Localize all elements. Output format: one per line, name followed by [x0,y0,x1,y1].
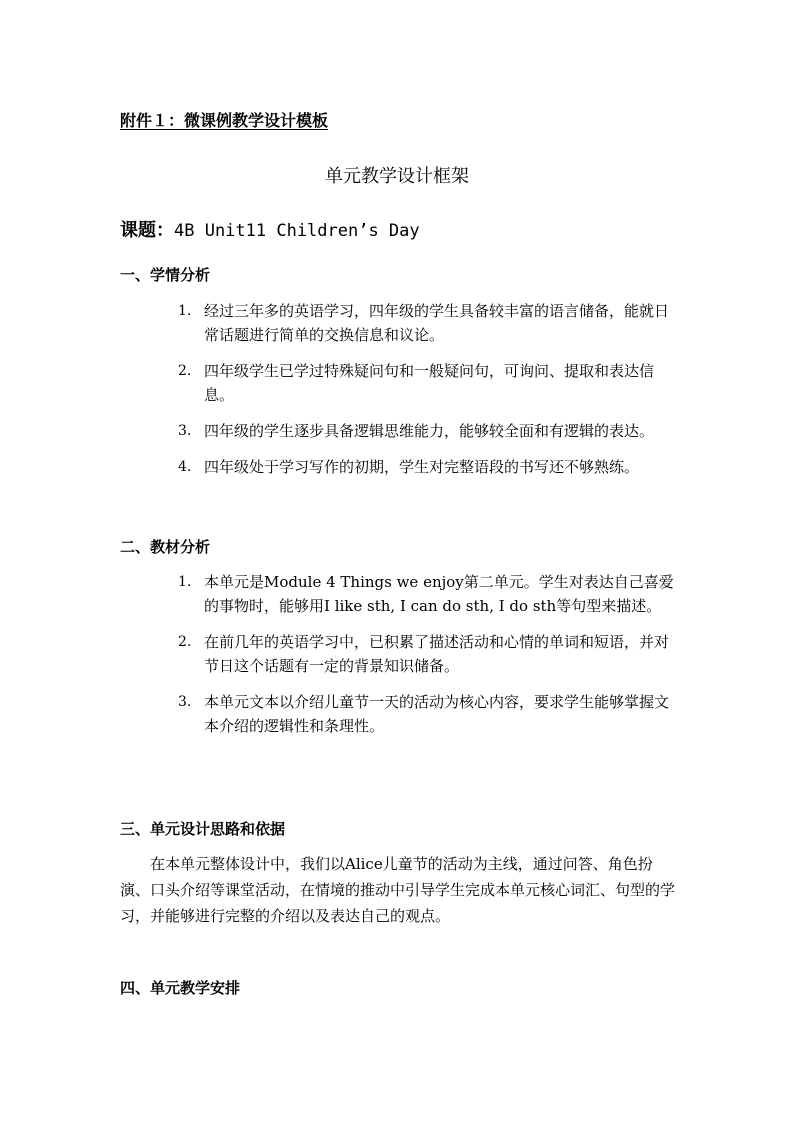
list-text: 本单元文本以介绍儿童节一天的活动为核心内容，要求学生能够掌握文本介绍的逻辑性和条理性。 [204,693,670,735]
list-number: 3. [178,423,192,439]
list-text: 四年级学生已学过特殊疑问句和一般疑问句，可询问、提取和表达信息。 [204,362,655,404]
list-text: 经过三年多的英语学习，四年级的学生具备较丰富的语言储备，能就日常话题进行简单的交换信息和议论。 [204,302,670,344]
list-number: 2. [178,363,192,379]
list-text: 四年级的学生逐步具备逻辑思维能力，能够较全面和有逻辑的表达。 [204,422,655,440]
list-item [178,299,678,347]
list-item [178,419,678,443]
section-heading-design-rationale: 三、单元设计思路和依据 [120,820,286,838]
list-number: 2. [178,634,192,650]
list-item [178,690,678,738]
list-number: 3. [178,694,192,710]
topic-label: 课题： [120,220,174,241]
list-item [178,455,678,479]
list-text: 在前几年的英语学习中，已积累了描述活动和心情的单词和短语，并对节日这个话题有一定的背景知识储备。 [204,633,670,675]
list-text: 本单元是Module 4 Things we enjoy第二单元。学生对表达自己喜爱的事物时，能够用I like sth, I can do sth, I do sth等句型来描述。 [204,573,674,615]
list-item [178,570,678,618]
section-heading-learner-analysis: 一、学情分析 [120,266,211,284]
learner-analysis-list [178,299,678,479]
section-heading-teaching-arrangement: 四、单元教学安排 [120,979,241,997]
list-number: 1. [178,303,192,319]
topic-value: 4B Unit11 Children’s Day [174,221,420,241]
list-number: 4. [178,459,192,475]
document-title: 单元教学设计框架 [325,166,469,187]
attachment-label: 附件１：微课例教学设计模板 [120,111,329,130]
list-item [178,630,678,678]
section-heading-textbook-analysis: 二、教材分析 [120,538,211,556]
design-rationale-paragraph: 在本单元整体设计中，我们以Alice儿童节的活动为主线，通过问答、角色扮演、口头介绍等课堂活动，在情境的推动中引导学生完成本单元核心词汇、句型的学习，并能够进行完整的介绍以及表达自己的观点。 [120,855,676,925]
lesson-topic [120,216,420,242]
list-number: 1. [178,574,192,590]
list-item [178,359,678,407]
list-text: 四年级处于学习写作的初期，学生对完整语段的书写还不够熟练。 [204,458,640,476]
textbook-analysis-list [178,570,678,738]
